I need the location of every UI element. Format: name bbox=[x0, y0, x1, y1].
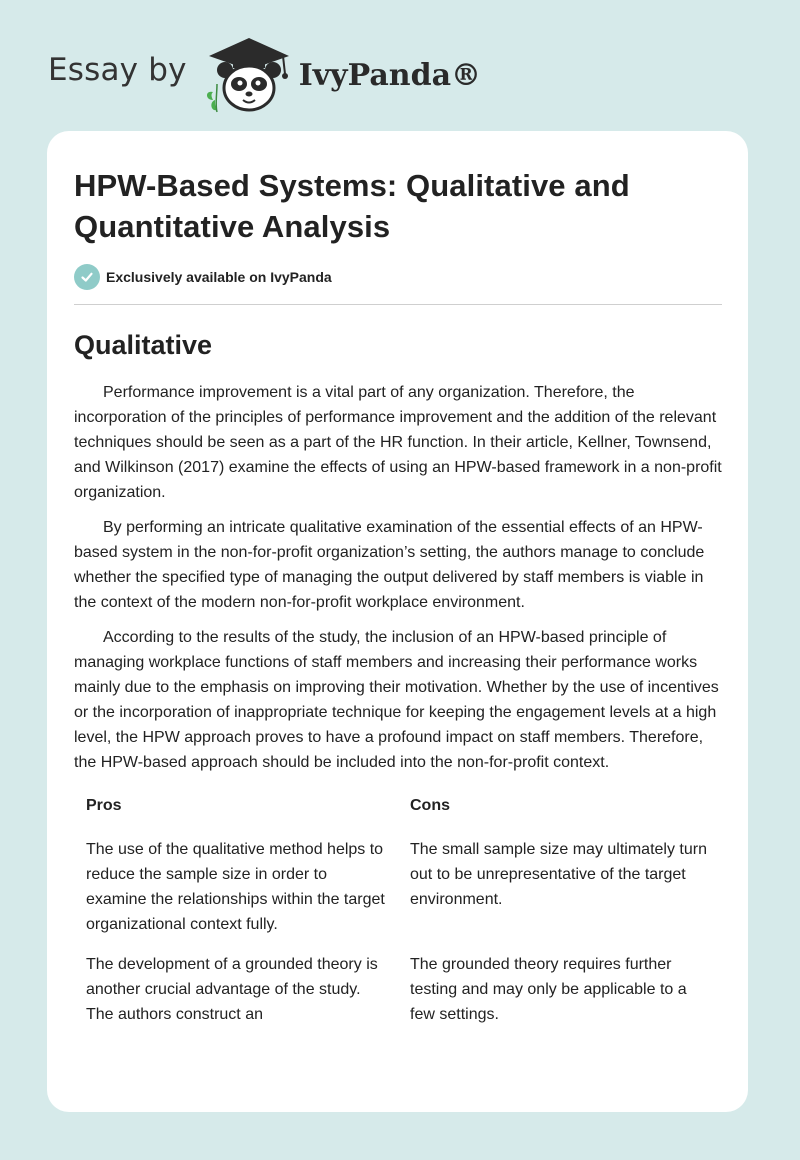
checkmark-circle-icon bbox=[74, 264, 100, 290]
site-header bbox=[48, 34, 481, 114]
table-cell-pro: The use of the qualitative method helps to reduce the sample size in order to examine the relationships within the target organizational context fully. bbox=[86, 841, 385, 933]
body-paragraph: Performance improvement is a vital part of any organization. Therefore, the incorporation of the principles of performance improvement and the addition of the relevant techniques should be seen as a part of the HR function. In their article, Kellner, Townsend, and Wilkinson (2017) examine the effects of using an HPW-based framework in a non-profit organization. bbox=[74, 384, 722, 501]
body-paragraph: According to the results of the study, the inclusion of an HPW-based principle of managing workplace functions of staff members and increasing their performance works mainly due to the emphasis on improving their motivation. Whether by the use of incentives or the incorporation of inappropriate technique for keeping the engagement levels at a high level, the HPW approach proves to have a profound impact on staff members. Therefore, the HPW-based approach should be included into the non-for-profit context. bbox=[74, 629, 719, 771]
ivypanda-brand-name[interactable]: IvyPanda® bbox=[298, 57, 482, 93]
table-cell-pro: The development of a grounded theory is another crucial advantage of the study. The authors construct an bbox=[86, 956, 378, 1023]
table-cell-con: The grounded theory requires further testing and may only be applicable to a few settings. bbox=[410, 956, 687, 1023]
exclusive-label: Exclusively available on IvyPanda bbox=[106, 269, 332, 285]
pros-header: Pros bbox=[86, 797, 122, 814]
section-heading: Qualitative bbox=[74, 330, 213, 360]
exclusive-badge bbox=[74, 264, 722, 305]
table-cell-con: The small sample size may ultimately turn out to be unrepresentative of the target environment. bbox=[410, 841, 707, 908]
essay-title: HPW-Based Systems: Qualitative and Quantitative Analysis bbox=[74, 168, 630, 244]
table-row bbox=[74, 837, 722, 952]
essay-by-label: Essay by bbox=[48, 52, 187, 88]
pros-cons-table bbox=[74, 789, 722, 1042]
table-row bbox=[74, 952, 722, 1042]
table-header-row bbox=[74, 789, 722, 837]
essay-card bbox=[47, 131, 748, 1112]
panda-graduate-logo-icon[interactable] bbox=[203, 34, 295, 114]
body-paragraph: By performing an intricate qualitative examination of the essential effects of an HPW-based system in the non-for-profit organization’s setting, the authors manage to conclude whether the specified type of managing the output delivered by staff members is viable in the context of the modern non-for-profit workplace environment. bbox=[74, 519, 705, 611]
cons-header: Cons bbox=[410, 797, 450, 814]
